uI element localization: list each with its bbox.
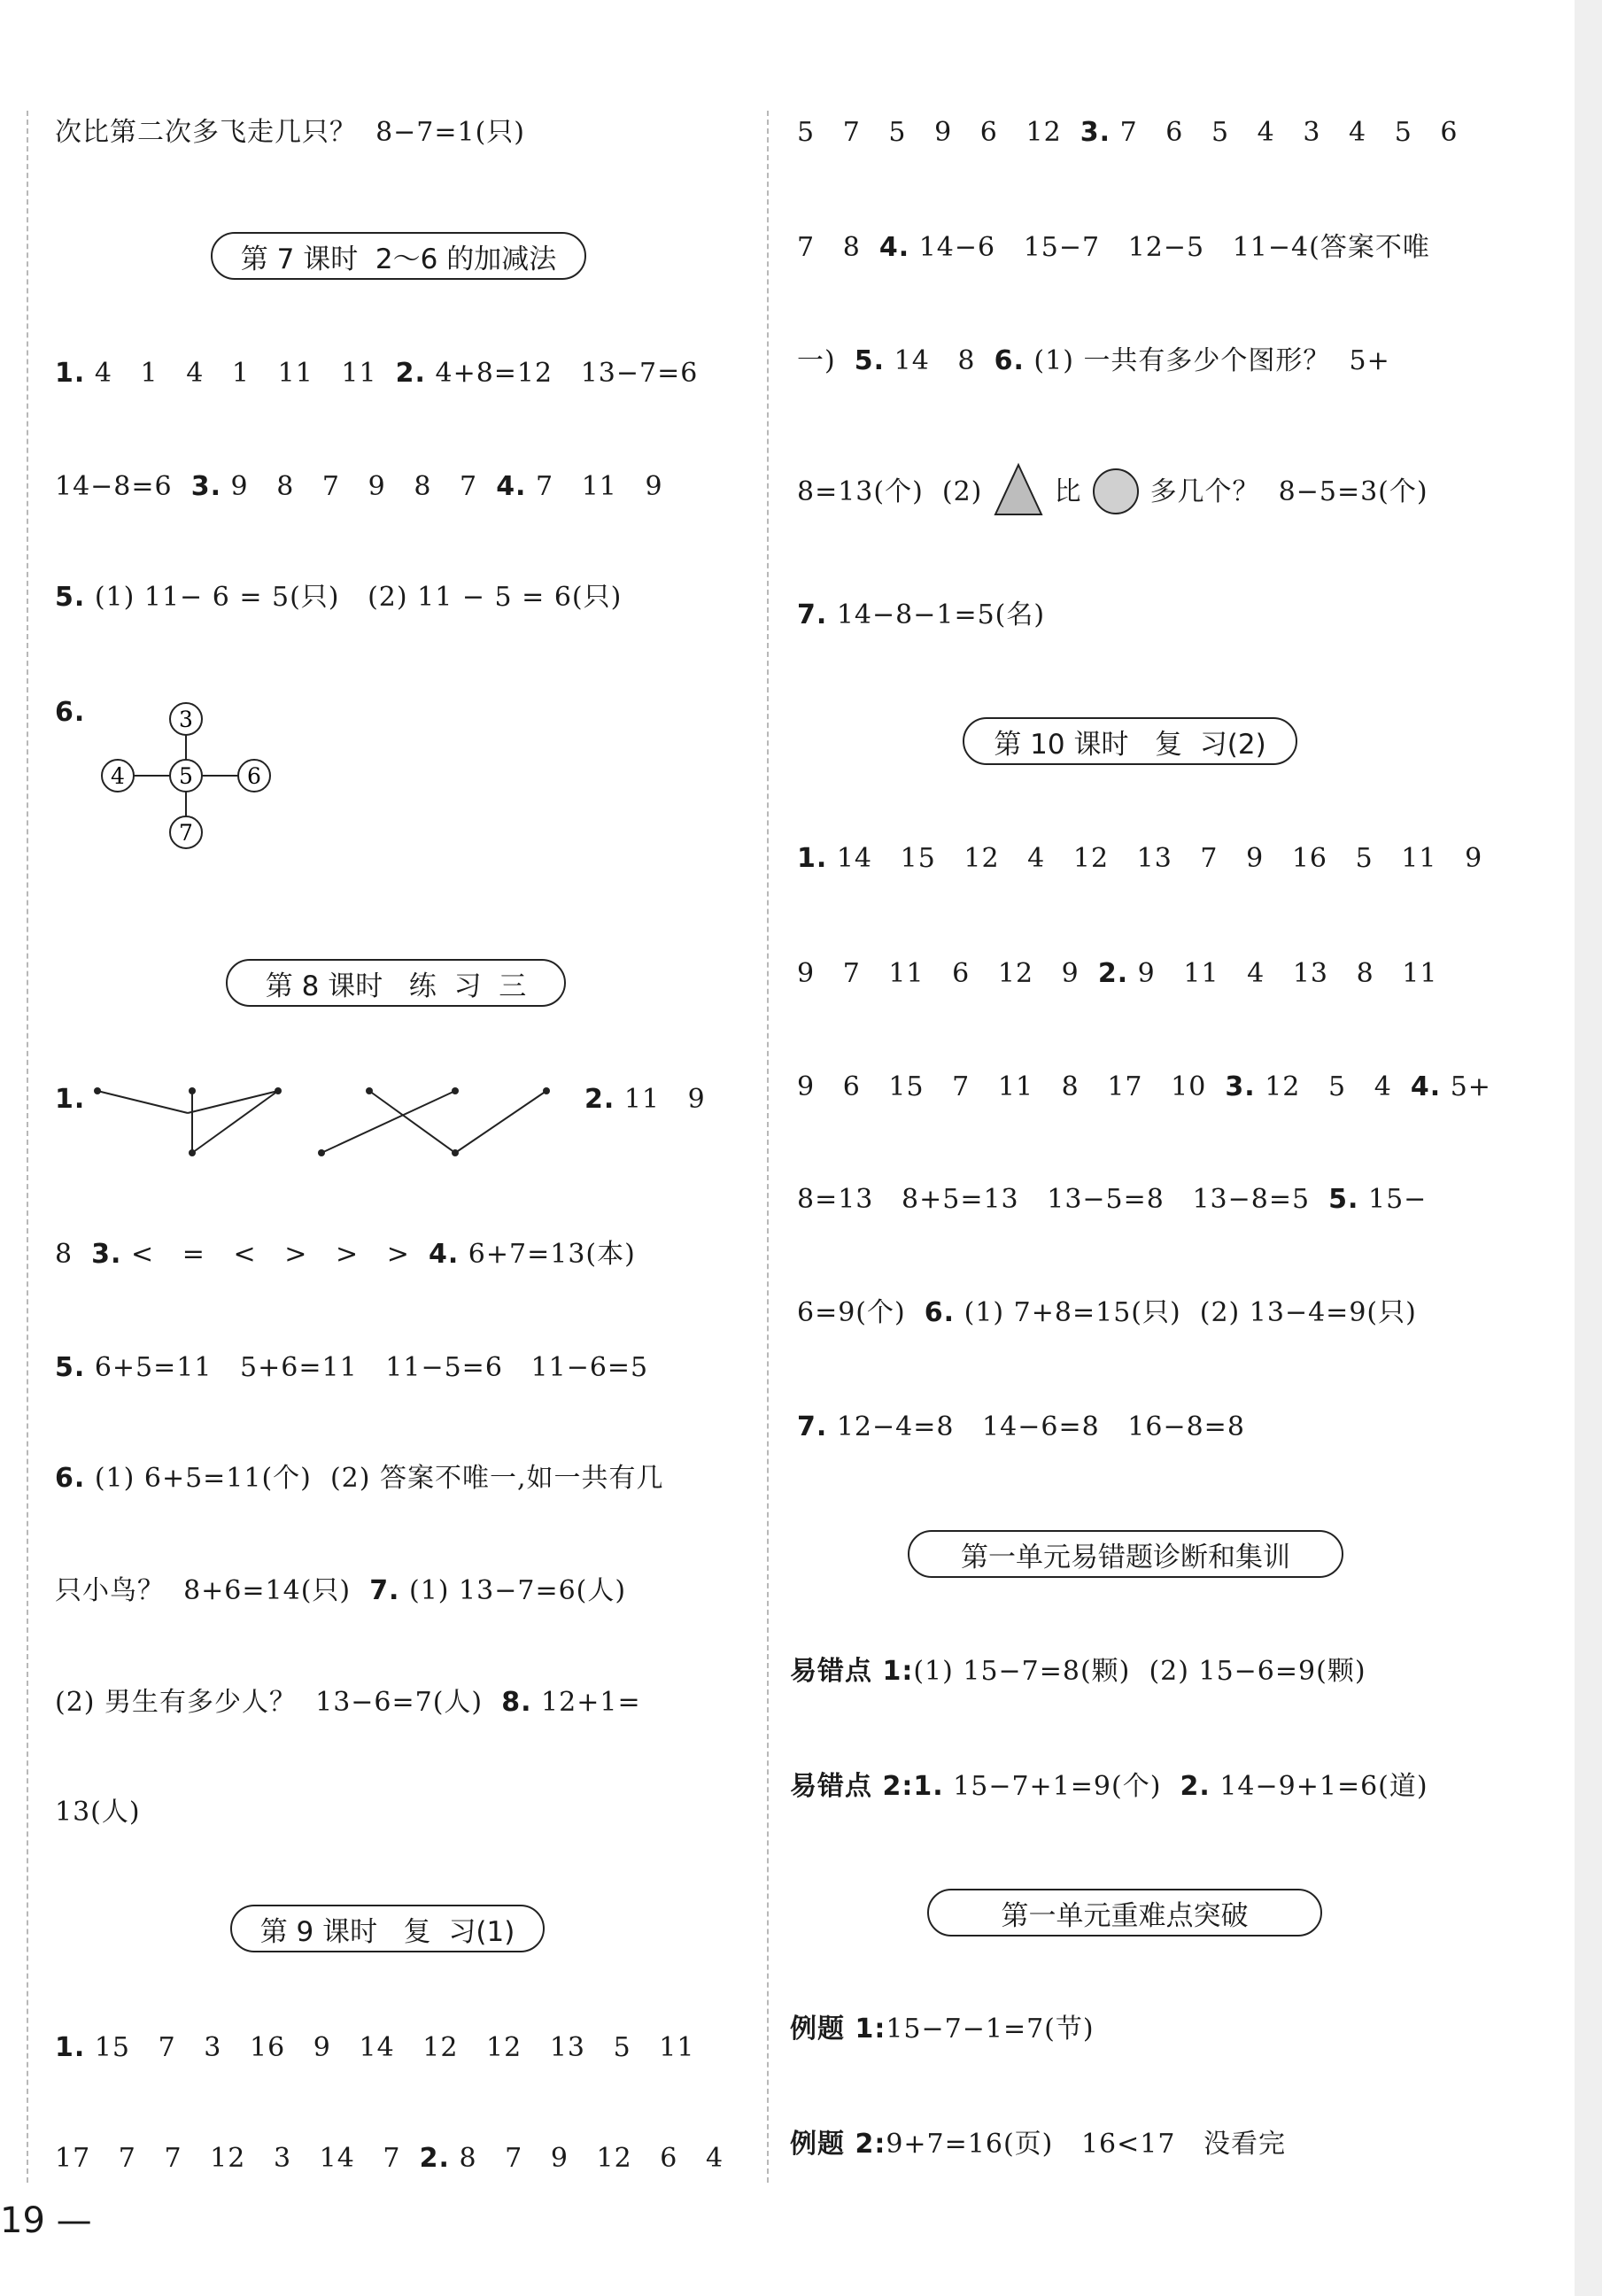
question-number: 5.	[55, 1352, 86, 1383]
page-number: 19 —	[0, 2200, 92, 2241]
section-heading: 第 7 课时 2～6 的加减法	[211, 232, 586, 280]
section-heading: 第一单元易错题诊断和集训	[908, 1530, 1343, 1578]
item-label: 易错点 2:	[790, 1771, 914, 1802]
answer-line: 9 6 15 7 11 8 17 10 3. 12 5 4 4. 5+	[797, 1071, 1491, 1102]
question-number: 3.	[1080, 117, 1111, 148]
question-number: 5.	[55, 582, 86, 613]
question-number: 1.	[913, 1771, 944, 1802]
question-number: 4.	[878, 232, 910, 263]
question-number: 4.	[496, 471, 527, 502]
question-number: 4.	[428, 1239, 460, 1270]
triangle-icon	[992, 474, 1045, 513]
left-margin-rule	[27, 111, 28, 2183]
answer-line: 9 7 11 6 12 9 2. 9 11 4 13 8 11	[797, 958, 1438, 989]
question-number: 7.	[797, 1411, 828, 1442]
question-number: 6.	[55, 697, 86, 728]
answer-line: 1. 14 15 12 4 12 13 7 9 16 5 11 9	[797, 843, 1483, 874]
question-number: 5.	[1328, 1184, 1359, 1215]
question-number: 2.	[419, 2143, 450, 2174]
item-label: 易错点 1:	[790, 1656, 914, 1687]
question-number: 7.	[797, 599, 828, 630]
answer-line: 1. 4 1 4 1 11 11 2. 4+8=12 13−7=6	[55, 358, 699, 389]
answer-line: 易错点 2:1. 15−7+1=9(个) 2. 14−9+1=6(道)	[790, 1771, 1428, 1802]
number-cross-diagram	[89, 691, 283, 885]
question-number: 8.	[501, 1687, 532, 1718]
circle-icon	[1091, 474, 1141, 513]
question-number: 1.	[55, 1084, 86, 1115]
answer-line: 次比第二次多飞走几只？ 8−7=1(只)	[55, 117, 526, 148]
section-heading: 第 10 课时 复 习(2)	[963, 717, 1297, 765]
section-heading: 第 9 课时 复 习(1)	[230, 1905, 545, 1952]
answer-line: 8=13(个) (2) 比 多几个？ 8−5=3(个)	[797, 474, 1428, 513]
item-label: 例题 1:	[790, 2014, 886, 2045]
question-number: 1.	[797, 843, 828, 874]
answer-line: 14−8=6 3. 9 8 7 9 8 7 4. 7 11 9	[55, 471, 663, 502]
question-number: 3.	[190, 471, 221, 502]
question-number: 3.	[1225, 1071, 1256, 1102]
question-number: 2.	[1180, 1771, 1211, 1802]
matching-lines	[89, 1076, 567, 1164]
question-number: 6.	[994, 345, 1025, 376]
answer-line: (2) 男生有多少人？ 13−6=7(人) 8. 12+1=	[55, 1687, 641, 1718]
question-number: 1.	[55, 358, 86, 389]
answer-line: 7. 14−8−1=5(名)	[797, 599, 1046, 630]
answer-line: 只小鸟？ 8+6=14(只) 7. (1) 13−7=6(人)	[55, 1575, 627, 1606]
page-edge	[1575, 0, 1602, 2296]
question-number: 5.	[854, 345, 886, 376]
question-number: 6.	[55, 1463, 86, 1494]
answer-line: 8=13 8+5=13 13−5=8 13−8=5 5. 15−	[797, 1184, 1428, 1215]
answer-line	[55, 695, 85, 731]
cross-top: 3	[179, 707, 193, 732]
answer-line: 6. (1) 6+5=11(个) (2) 答案不唯一,如一共有几	[55, 1463, 664, 1494]
answer-line: 2. 11 9	[584, 1084, 706, 1115]
answer-line: 1. 15 7 3 16 9 14 12 12 13 5 11	[55, 2032, 695, 2063]
answer-line: 13(人)	[55, 1797, 141, 1828]
answer-line: 7. 12−4=8 14−6=8 16−8=8	[797, 1411, 1245, 1442]
cross-bottom: 7	[179, 820, 193, 846]
answer-line: 5 7 5 9 6 12 3. 7 6 5 4 3 4 5 6	[797, 117, 1459, 148]
answer-line: 例题 2:9+7=16(页) 16<17 没看完	[790, 2129, 1287, 2160]
answer-line: 例题 1:15−7−1=7(节)	[790, 2014, 1095, 2045]
question-number: 2.	[584, 1084, 615, 1115]
answer-line: 易错点 1:(1) 15−7=8(颗) (2) 15−6=9(颗)	[790, 1656, 1366, 1687]
answer-line: 6=9(个) 6. (1) 7+8=15(只) (2) 13−4=9(只)	[797, 1297, 1417, 1328]
question-number: 7.	[369, 1575, 400, 1606]
column-divider	[767, 111, 769, 2183]
section-heading: 第 8 课时 练 习 三	[226, 959, 566, 1007]
answer-line: 5. 6+5=11 5+6=11 11−5=6 11−6=5	[55, 1352, 649, 1383]
cross-right: 6	[247, 763, 261, 789]
question-number: 4.	[1410, 1071, 1442, 1102]
question-number: 6.	[924, 1297, 956, 1328]
section-heading: 第一单元重难点突破	[927, 1889, 1322, 1937]
question-number: 1.	[55, 2032, 86, 2063]
cross-left: 4	[111, 763, 125, 789]
item-label: 例题 2:	[790, 2129, 886, 2160]
answer-line: 17 7 7 12 3 14 7 2. 8 7 9 12 6 4	[55, 2143, 724, 2174]
answer-line: 5. (1) 11− 6 = 5(只) (2) 11 − 5 = 6(只)	[55, 582, 623, 613]
question-number: 3.	[91, 1239, 122, 1270]
answer-line	[55, 1082, 85, 1117]
cross-center: 5	[179, 763, 193, 789]
question-number: 2.	[395, 358, 426, 389]
answer-line: 一) 5. 14 8 6. (1) 一共有多少个图形？ 5+	[797, 345, 1390, 376]
answer-line: 8 3. < = < > > > 4. 6+7=13(本)	[55, 1239, 636, 1270]
answer-line: 7 8 4. 14−6 15−7 12−5 11−4(答案不唯	[797, 232, 1430, 263]
question-number: 2.	[1097, 958, 1129, 989]
